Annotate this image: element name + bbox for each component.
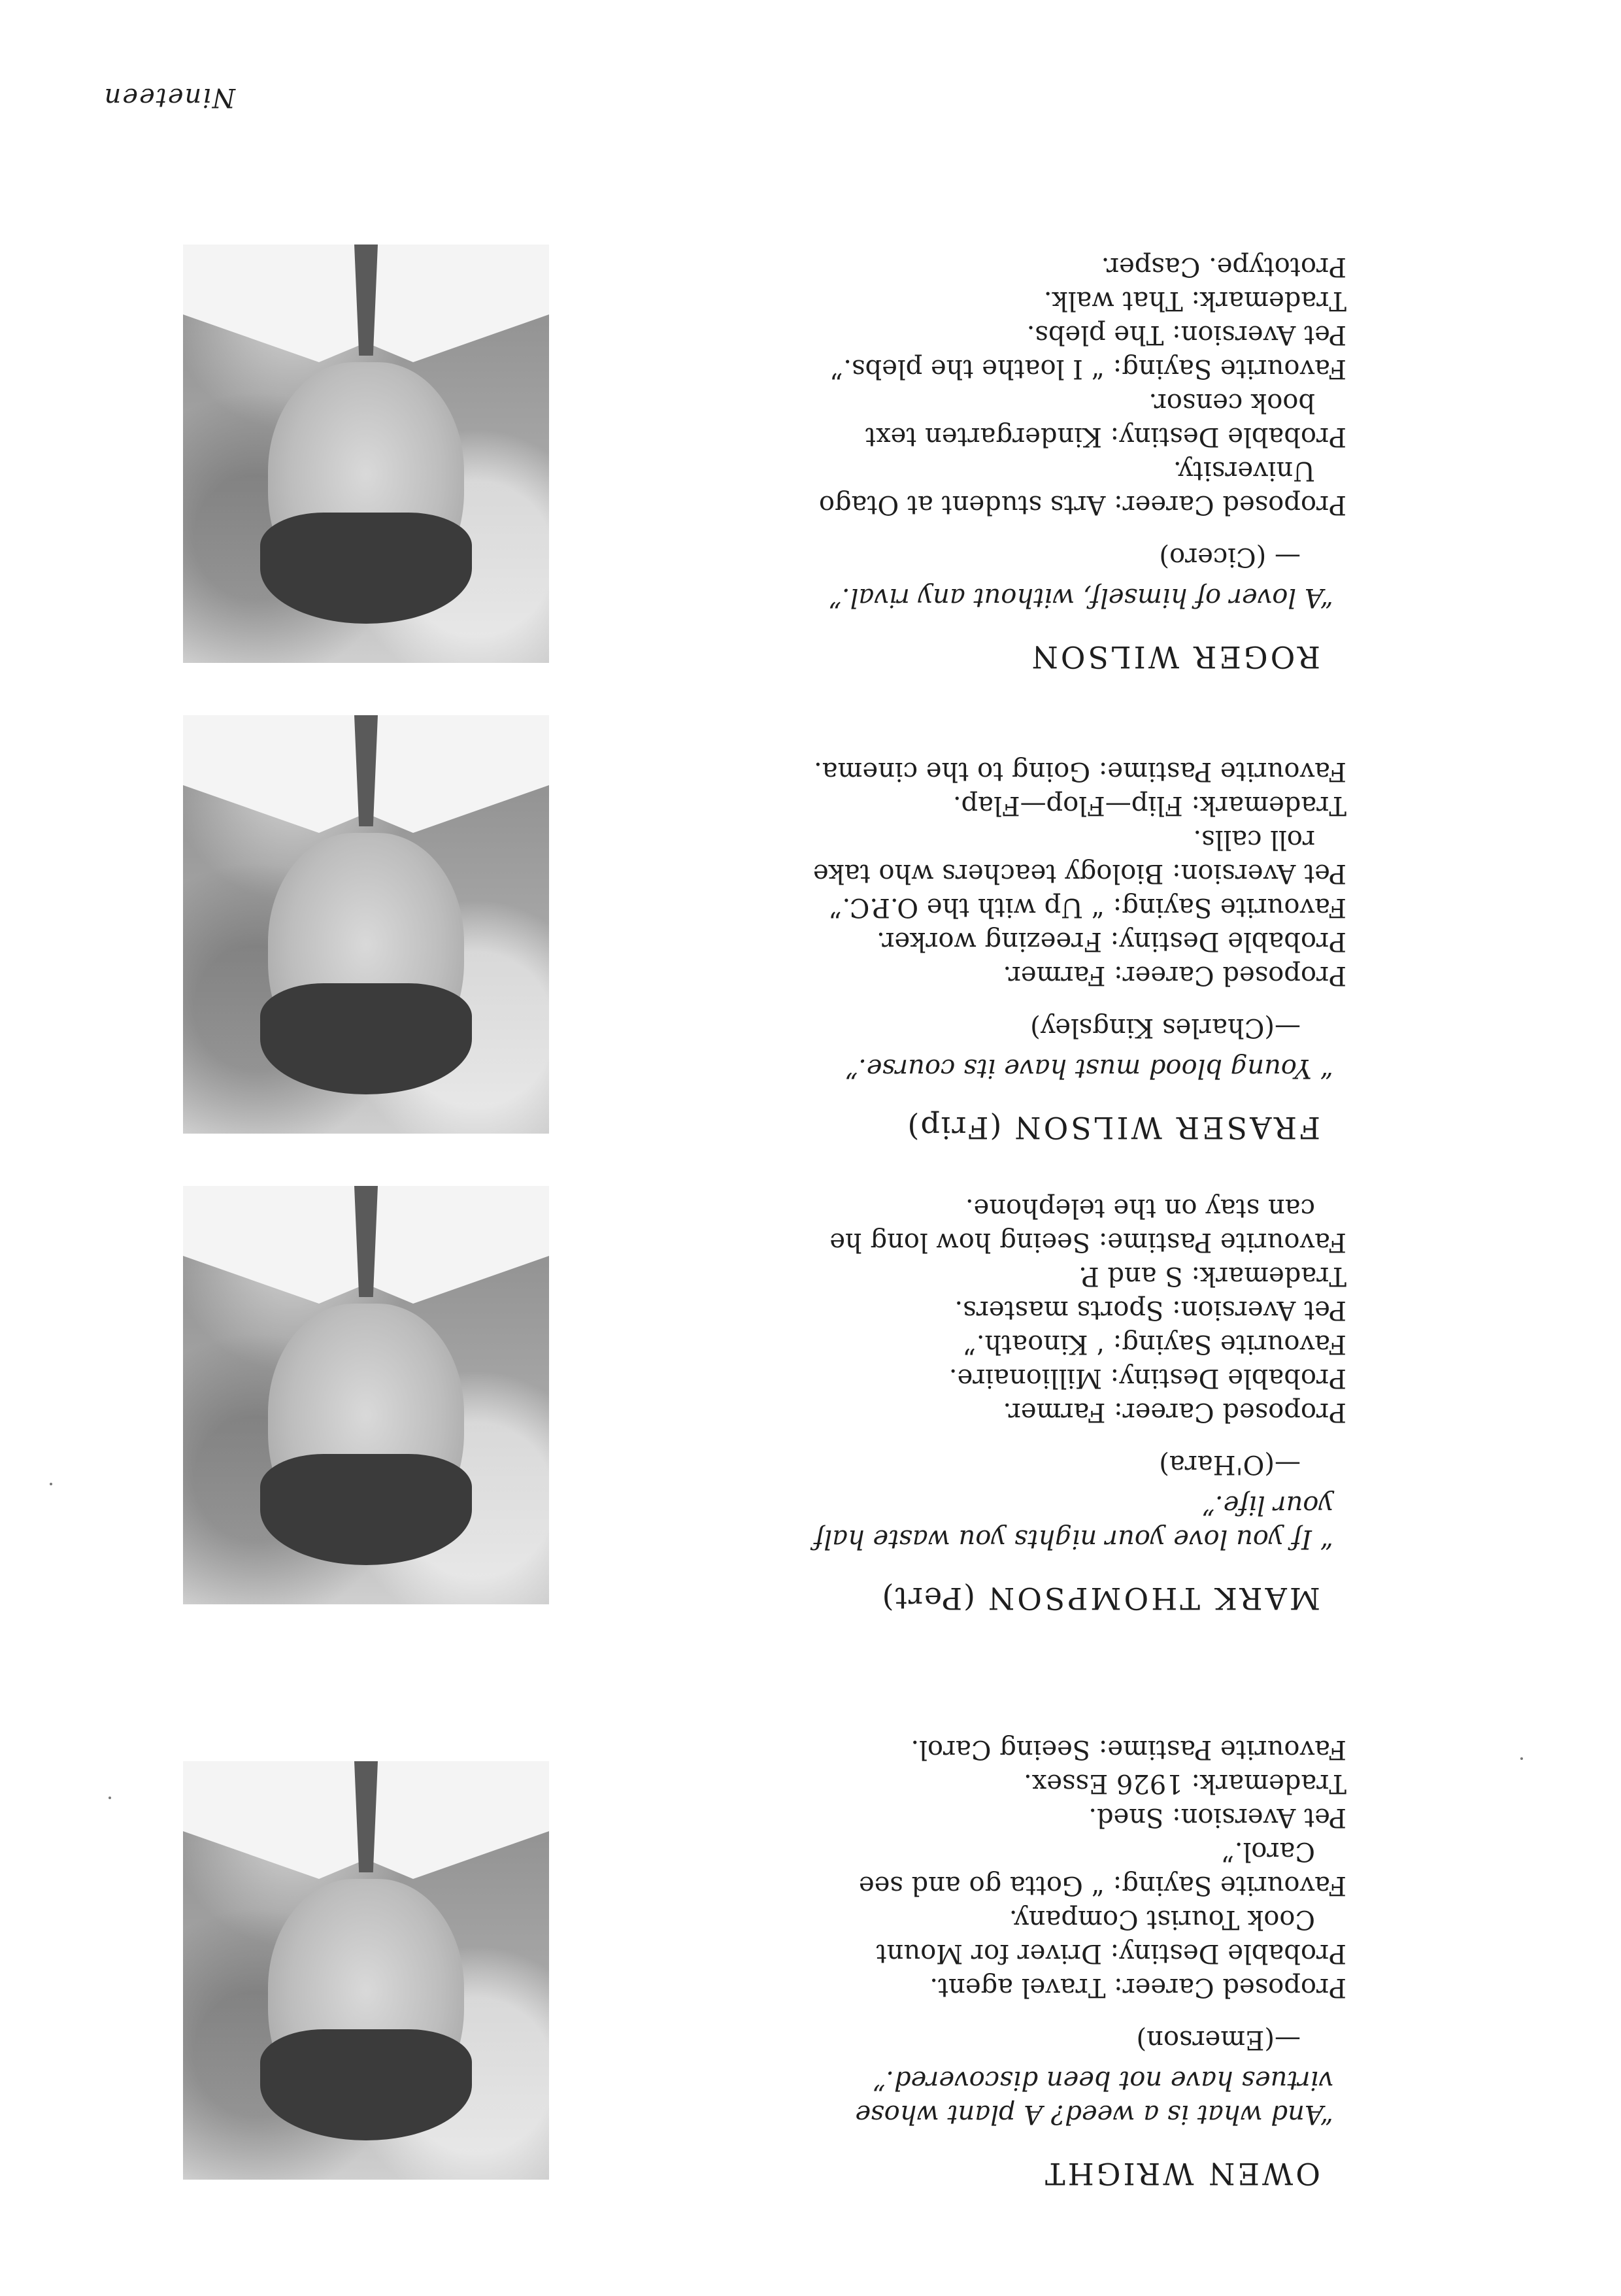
pet-aversion: Pet Aversion: Sports masters. <box>954 1295 1346 1325</box>
entry-text <box>811 250 1346 675</box>
student-name: ROGER WILSON <box>1029 639 1320 675</box>
entry-text <box>811 754 1346 1145</box>
student-photo <box>183 1186 549 1604</box>
pet-aversion: Pet Aversion: Biology teachers who take roll calls. <box>812 824 1346 888</box>
trademark: Trademark: Flip—Flop—Flap. <box>952 790 1346 820</box>
favourite-saying: Favourite Saying: “ Up with the O.P.C.” <box>829 892 1346 922</box>
trademark: Trademark: That walk. <box>1043 286 1346 316</box>
quote: “ If you love your nights you waste half your life.” <box>814 1490 1333 1554</box>
pet-aversion: Pet Aversion: Sned. <box>1088 1802 1346 1832</box>
entry-owen-wright <box>654 1721 1346 2191</box>
favourite-saying: Favourite Saying: ‘ Kinoath.” <box>963 1329 1346 1359</box>
student-photo <box>183 1761 549 2180</box>
scan-speck <box>50 1483 52 1485</box>
entry-fraser-wilson <box>654 675 1346 1145</box>
student-nickname: (Frip) <box>906 1110 1002 1145</box>
scan-speck <box>109 1797 111 1799</box>
quote-source: — (Cicero) <box>1159 542 1301 572</box>
probable-destiny: Probable Destiny: Driver for Mount Cook Tourist Company. <box>876 1904 1346 1968</box>
trademark: Trademark: 1926 Essex. <box>1024 1768 1346 1798</box>
proposed-career: Proposed Career: Travel agent. <box>929 1972 1346 2002</box>
page-number: Nineteen <box>103 82 235 112</box>
student-photo <box>183 245 549 663</box>
favourite-pastime: Favourite Pastime: Going to the cinema. <box>814 756 1346 786</box>
proposed-career: Proposed Career: Farmer. <box>1003 960 1346 990</box>
favourite-pastime: Favourite Pastime: Seeing Carol. <box>911 1734 1346 1764</box>
favourite-saying: Favourite Saying: “ Gotta go and see Carol.” <box>858 1836 1346 1900</box>
favourite-pastime: Favourite Pastime: Seeing how long he can stay on the telephone. <box>829 1193 1346 1257</box>
pet-aversion: Pet Aversion: The plebs. <box>1026 320 1346 350</box>
quote-source: —(Emerson) <box>1136 2025 1301 2055</box>
quote: “A lover of himself, without any rival.” <box>828 582 1333 613</box>
probable-destiny: Probable Destiny: Millionaire. <box>948 1363 1346 1393</box>
prototype: Prototype. Casper. <box>1101 252 1346 282</box>
entry-text <box>811 1191 1346 1616</box>
trademark: Trademark: S and P. <box>1078 1261 1346 1291</box>
entry-roger-wilson <box>654 204 1346 675</box>
student-name: OWEN WRIGHT <box>1042 2156 1320 2191</box>
entry-text <box>811 1732 1346 2191</box>
quote: “ Young blood must have its course.” <box>844 1053 1333 1083</box>
favourite-saying: Favourite Saying: “ I loathe the plebs.” <box>829 354 1346 384</box>
proposed-career: Proposed Career: Arts student at Otago University. <box>818 456 1346 520</box>
quote-source: —(O'Hara) <box>1159 1449 1301 1479</box>
student-nickname: (Pert) <box>880 1581 976 1616</box>
student-name: FRASER WILSON(Frip) <box>906 1110 1320 1145</box>
student-name: MARK THOMPSON(Pert) <box>880 1581 1320 1616</box>
quote: “And what is a weed? A plant whose virtues have not been discovered.” <box>855 2065 1333 2129</box>
entry-mark-thompson <box>654 1145 1346 1616</box>
student-photo <box>183 715 549 1134</box>
probable-destiny: Probable Destiny: Freezing worker. <box>876 926 1346 956</box>
scan-speck <box>1520 1757 1523 1760</box>
quote-source: —(Charles Kingsley) <box>1030 1013 1301 1043</box>
probable-destiny: Probable Destiny: Kindergarten text book censor. <box>865 388 1346 452</box>
proposed-career: Proposed Career: Farmer. <box>1003 1397 1346 1427</box>
